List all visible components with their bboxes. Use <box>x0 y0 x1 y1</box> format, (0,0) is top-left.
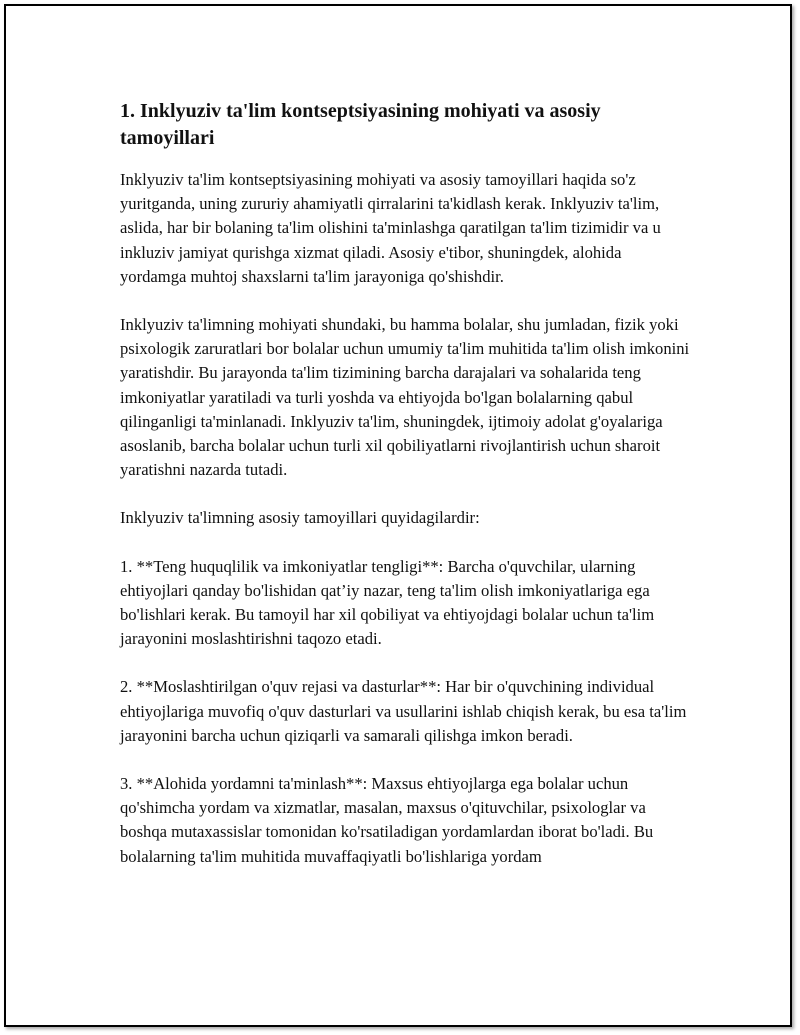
document-content <box>120 98 690 893</box>
document-page <box>4 4 792 1027</box>
paragraph-intro: Inklyuziv ta'lim kontseptsiyasining mohiyati va asosiy tamoyillari haqida so'z yuritganda, uning zururiy ahamiyatli qirralarini ta'kidlash kerak. Inklyuziv ta'lim, aslida, har bir bolaning ta'lim olishini ta'minlashga qaratilgan ta'lim tizimidir va u inkluziv jamiyat qurishga xizmat qiladi. Asosiy e'tibor, shuningdek, alohida yordamga muhtoj shaxslarni ta'lim jarayoniga qo'shishdir. <box>120 170 661 286</box>
paragraph-essence: Inklyuziv ta'limning mohiyati shundaki, bu hamma bolalar, shu jumladan, fizik yoki psixologik zaruratlari bor bolalar uchun umumiy ta'lim muhitida ta'lim olish imkonini yaratishdir. Bu jarayonda ta'lim tizimining barcha darajalari va sohalarida teng imkoniyatlar yaratiladi va turli yoshda va ehtiyojda bo'lgan bolalarning qabul qilinganligi ta'minlanadi. Inklyuziv ta'lim, shuningdek, ijtimoiy adolat g'oyalariga asoslanib, barcha bolalar uchun turli xil qobiliyatlarni rivojlantirish uchun sharoit yaratishni nazarda tutadi. <box>120 315 690 480</box>
paragraph-principle-1: 1. **Teng huquqlilik va imkoniyatlar tengligi**: Barcha o'quvchilar, ularning ehtiyojlari qanday bo'lishidan qat’iy nazar, teng ta'lim olish imkoniyatlariga ega bo'lishlari kerak. Bu tamoyil har xil qobiliyat va ehtiyojdagi bolalar uchun ta'lim jarayonini moslashtirishni taqozo etadi. <box>120 556 655 649</box>
section-heading: 1. Inklyuziv ta'lim kontseptsiyasining mohiyati va asosiy tamoyillari <box>120 100 601 149</box>
paragraph-principle-2: 2. **Moslashtirilgan o'quv rejasi va dasturlar**: Har bir o'quvchining individual ehtiyojlariga muvofiq o'quv dasturlari va usullarini ishlab chiqish kerak, bu esa ta'lim jarayonini barcha uchun qiziqarli va samarali qilishga imkon beradi. <box>120 677 687 745</box>
paragraph-principles-lead: Inklyuziv ta'limning asosiy tamoyillari quyidagilardir: <box>120 508 480 528</box>
paragraph-principle-3: 3. **Alohida yordamni ta'minlash**: Maxsus ehtiyojlarga ega bolalar uchun qo'shimcha yordam va xizmatlar, masalan, maxsus o'qituvchilar, psixologlar va boshqa mutaxassislar tomonidan ko'rsatiladigan yordamlardan iborat bo'ladi. Bu bolalarning ta'lim muhitida muvaffaqiyatli bo'lishlariga yordam <box>120 774 654 866</box>
